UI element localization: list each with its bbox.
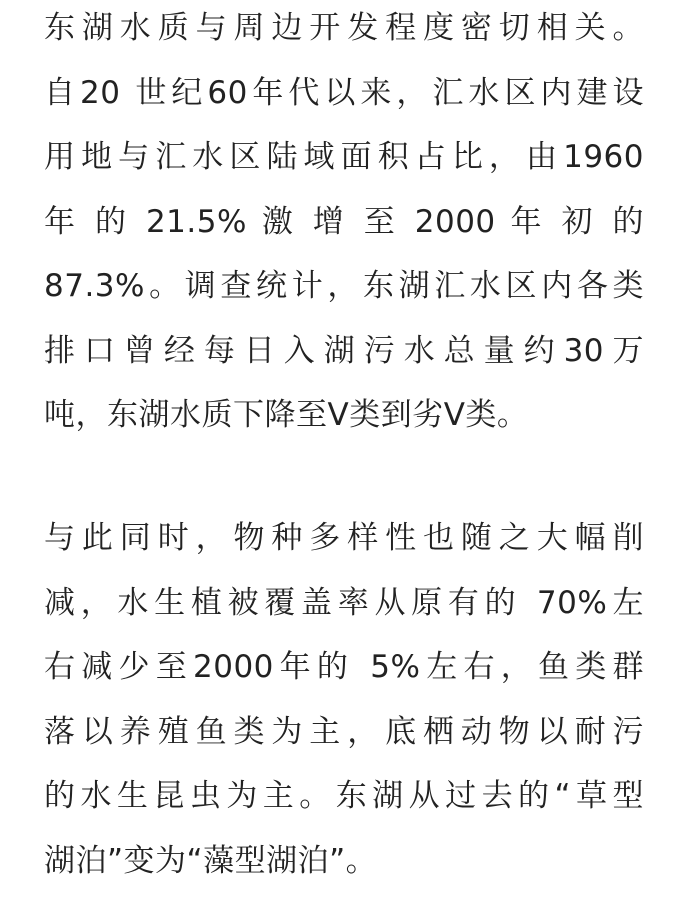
text-line: 落以养殖鱼类为主，底栖动物以耐污	[44, 713, 644, 750]
paragraph-biodiversity	[44, 514, 644, 901]
text-line: 用地与汇水区陆域面积占比，由1960	[44, 139, 644, 175]
text-line: 自20 世纪60年代以来，汇水区内建设	[44, 74, 644, 111]
text-line: 87.3%。调查统计，东湖汇水区内各类	[44, 268, 644, 304]
text-line: 右减少至2000年的 5%左右，鱼类群	[44, 649, 644, 685]
text-line: 年 的 21.5% 激 增 至 2000 年 初 的	[44, 203, 644, 240]
text-line: 东湖水质与周边开发程度密切相关。	[44, 10, 644, 46]
text-line: 与此同时，物种多样性也随之大幅削	[44, 520, 644, 556]
text-line: 排口曾经每日入湖污水总量约30万	[44, 332, 644, 369]
text-line: 湖泊”变为“藻型湖泊”。	[44, 842, 378, 879]
text-line: 减，水生植被覆盖率从原有的 70%左	[44, 584, 644, 621]
text-line: 的水生昆虫为主。东湖从过去的“草型	[44, 778, 644, 814]
paragraph-water-quality	[44, 4, 644, 456]
text-line: 吨，东湖水质下降至V类到劣V类。	[44, 397, 529, 433]
